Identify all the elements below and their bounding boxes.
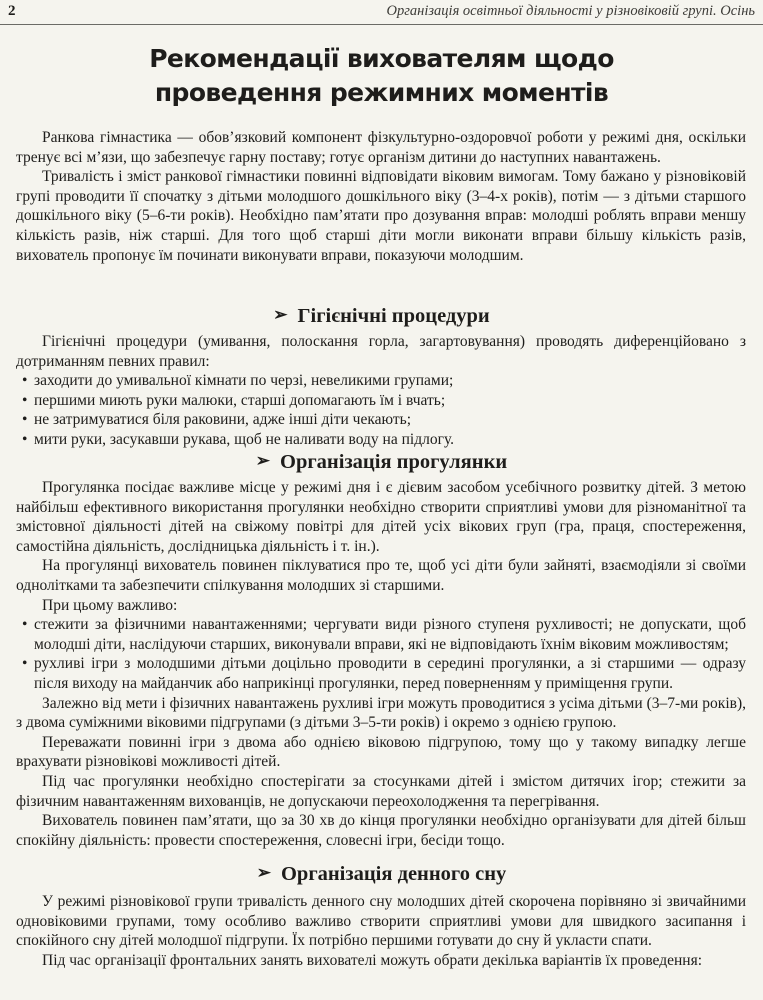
arrow-icon: ➢ xyxy=(273,305,288,324)
sleep-text xyxy=(16,892,746,970)
section-heading-hygiene xyxy=(0,305,763,328)
list-item: • не затримуватися біля раковини, адже інші діти чекають; xyxy=(16,410,746,430)
intro-paragraph-2: Тривалість і зміст ранкової гімнастики повинні відповідати віковим вимогам. Тому бажано у різновіковій групі проводити її спочатку з дітьми молодшого дошкільного віку (3–4-х років), потім — з дітьми старшого дошкільного віку (5–6-ти років). Необхідно пам’ятати про дозування вправ: молодші роблять вправи меншу кількість разів, ніж старші. Для того щоб старші діти могли виконати вправи більшу кількість разів, вихователь пропонує їм починати виконувати вправи, показуючи молодшим. xyxy=(16,168,746,264)
list-item: • мити руки, засукавши рукава, щоб не наливати воду на підлогу. xyxy=(16,430,746,450)
page-title-line-2: проведення режимних моментів xyxy=(154,78,609,107)
hygiene-rules-list xyxy=(16,371,746,449)
section-heading-sleep xyxy=(0,863,763,886)
section-heading-walk-text: Організація прогулянки xyxy=(280,451,508,473)
sleep-paragraph-1: У режимі різновікової групи тривалість денного сну молодших дітей скорочена порівняно зі звичайними одновіковими групами, тому особливо важливо створити сприятливі умови для швидкого засипання і спокійного сну дітей молодшої підгрупи. Їх потрібно першими готувати до сну й укласти спати. xyxy=(16,893,746,950)
walk-paragraph-4: Залежно від мети і фізичних навантажень рухливі ігри можуть проводитися з усіма дітьми (3–7-ми років), з двома суміжними віковими підгрупами (з дітьми 3–5-ти років) і окремо з однією групою. xyxy=(16,694,746,732)
walk-paragraph-3: При цьому важливо: xyxy=(42,596,178,614)
intro-paragraph-1: Ранкова гімнастика — обов’язковий компонент фізкультурно-оздоровчої роботи у режимі дня, оскільки тренує всі м’язи, що забезпечує гарну поставу; готує організм дитини до наступних навантажень. xyxy=(16,129,746,166)
running-header xyxy=(0,0,763,25)
hygiene-text xyxy=(16,332,746,450)
section-heading-sleep-text: Організація денного сну xyxy=(280,863,507,885)
page-title-line-1: Рекомендації вихователям щодо xyxy=(149,44,614,73)
page-title xyxy=(0,42,763,110)
arrow-icon: ➢ xyxy=(256,863,271,882)
walk-paragraph-1: Прогулянка посідає важливе місце у режимі дня і є дієвим засобом усебічного розвитку дітей. З метою найбільш ефективного використання прогулянки необхідно створити сприятливі умови для різноманітної та змістовної діяльності дітей на свіжому повітрі для дітей усіх вікових груп (гра, праця, спостереження, самостійна діяльність, дослідницька діяльність і т. ін.). xyxy=(16,479,746,555)
page-number: 2 xyxy=(8,3,16,19)
walk-paragraph-5: Переважати повинні ігри з двома або однією віковою підгрупою, тому що у такому випадку легше врахувати різновікові можливості дітей. xyxy=(16,733,746,771)
intro-text xyxy=(16,128,746,265)
arrow-icon: ➢ xyxy=(255,451,271,470)
walk-text xyxy=(16,478,746,850)
walk-paragraph-6: Під час прогулянки необхідно спостерігати за стосунками дітей і змістом дитячих ігор; стежити за фізичним навантаженням вихованців, не допускаючи переохолодження та перегрівання. xyxy=(16,772,746,810)
hygiene-paragraph-1: Гігієнічні процедури (умивання, полоскання горла, загартовування) проводять диференційовано з дотриманням певних правил: xyxy=(16,333,746,370)
list-item: • першими миють руки малюки, старші допомагають їм і вчать; xyxy=(16,391,746,411)
section-heading-hygiene-text: Гігієнічні процедури xyxy=(297,305,490,327)
list-item: • рухливі ігри з молодшими дітьми доцільно проводити в середині прогулянки, а зі старшими — одразу після виходу на майданчик або наприкінці прогулянки, перед поверненням у приміщення групи. xyxy=(16,654,746,693)
section-heading-walk xyxy=(0,451,763,474)
walk-paragraph-2: На прогулянці вихователь повинен піклуватися про те, щоб усі діти були зайняті, взаємодіяли зі своїми однолітками та забезпечити спілкування молодших зі старшими. xyxy=(16,557,746,594)
walk-rules-list xyxy=(16,615,746,693)
list-item: • заходити до умивальної кімнати по черзі, невеликими групами; xyxy=(16,371,746,391)
list-item: • стежити за фізичними навантаженнями; чергувати види різного ступеня рухливості; не допускати, щоб молодші діти, наслідуючи старших, виконували вправи, які не відповідають їхнім віковим можливостям; xyxy=(16,615,746,654)
running-title: Організація освітньої діяльності у різновіковій групі. Осінь xyxy=(386,3,755,19)
sleep-paragraph-2: Під час організації фронтальних занять вихователі можуть обрати декілька варіантів їх проведення: xyxy=(42,951,703,969)
walk-paragraph-7: Вихователь повинен пам’ятати, що за 30 хв до кінця прогулянки необхідно організувати для дітей більш спокійну діяльність: провести спостереження, словесні ігри, бесіди тощо. xyxy=(16,812,746,849)
